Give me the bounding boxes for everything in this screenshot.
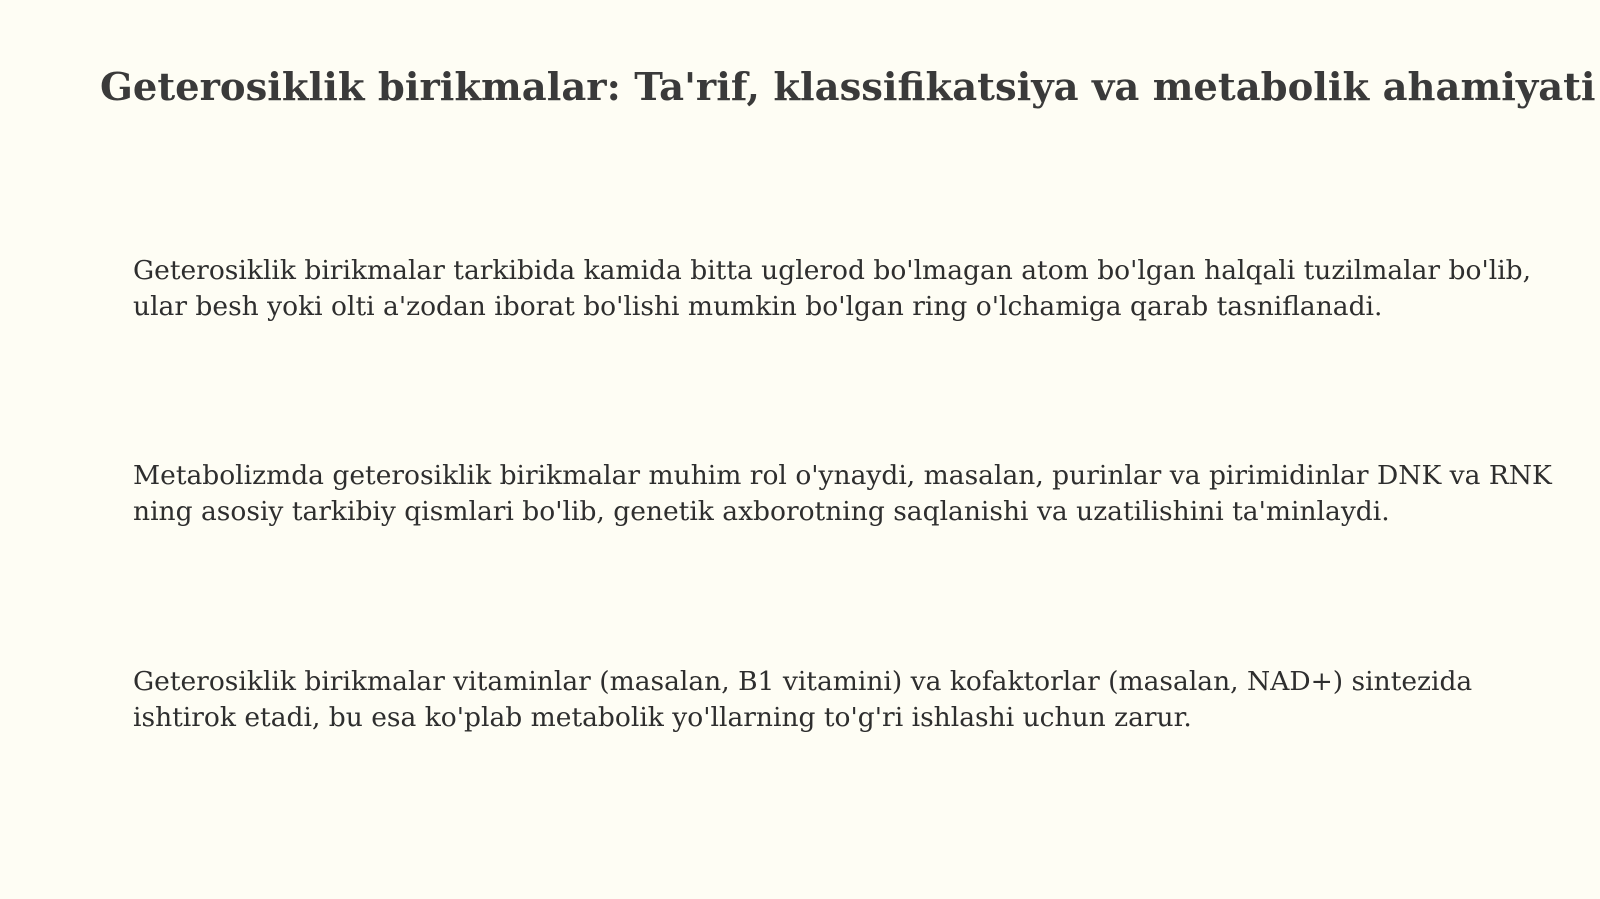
paragraph-vitamins: Geterosiklik birikmalar vitaminlar (masalan, B1 vitamini) va kofaktorlar (masalan, NAD+) sintezida ishtirok etadi, bu esa ko'plab metabolik yo'llarning to'g'ri ishlashi uchun zarur.: [133, 666, 1473, 733]
paragraph-definition: Geterosiklik birikmalar tarkibida kamida bitta uglerod bo'lmagan atom bo'lgan halqali tuzilmalar bo'lib, ular besh yoki olti a'zodan iborat bo'lishi mumkin bo'lgan ring o'lchamiga qarab tasniflanadi.: [133, 255, 1532, 322]
paragraph-metabolism: Metabolizmda geterosiklik birikmalar muhim rol o'ynaydi, masalan, purinlar va pirimidinlar DNK va RNK ning asosiy tarkibiy qismlari bo'lib, genetik axborotning saqlanishi va uzatilishini ta'minlaydi.: [133, 460, 1552, 527]
slide-title: Geterosiklik birikmalar: Ta'rif, klassifikatsiya va metabolik ahamiyati: [100, 65, 1596, 110]
